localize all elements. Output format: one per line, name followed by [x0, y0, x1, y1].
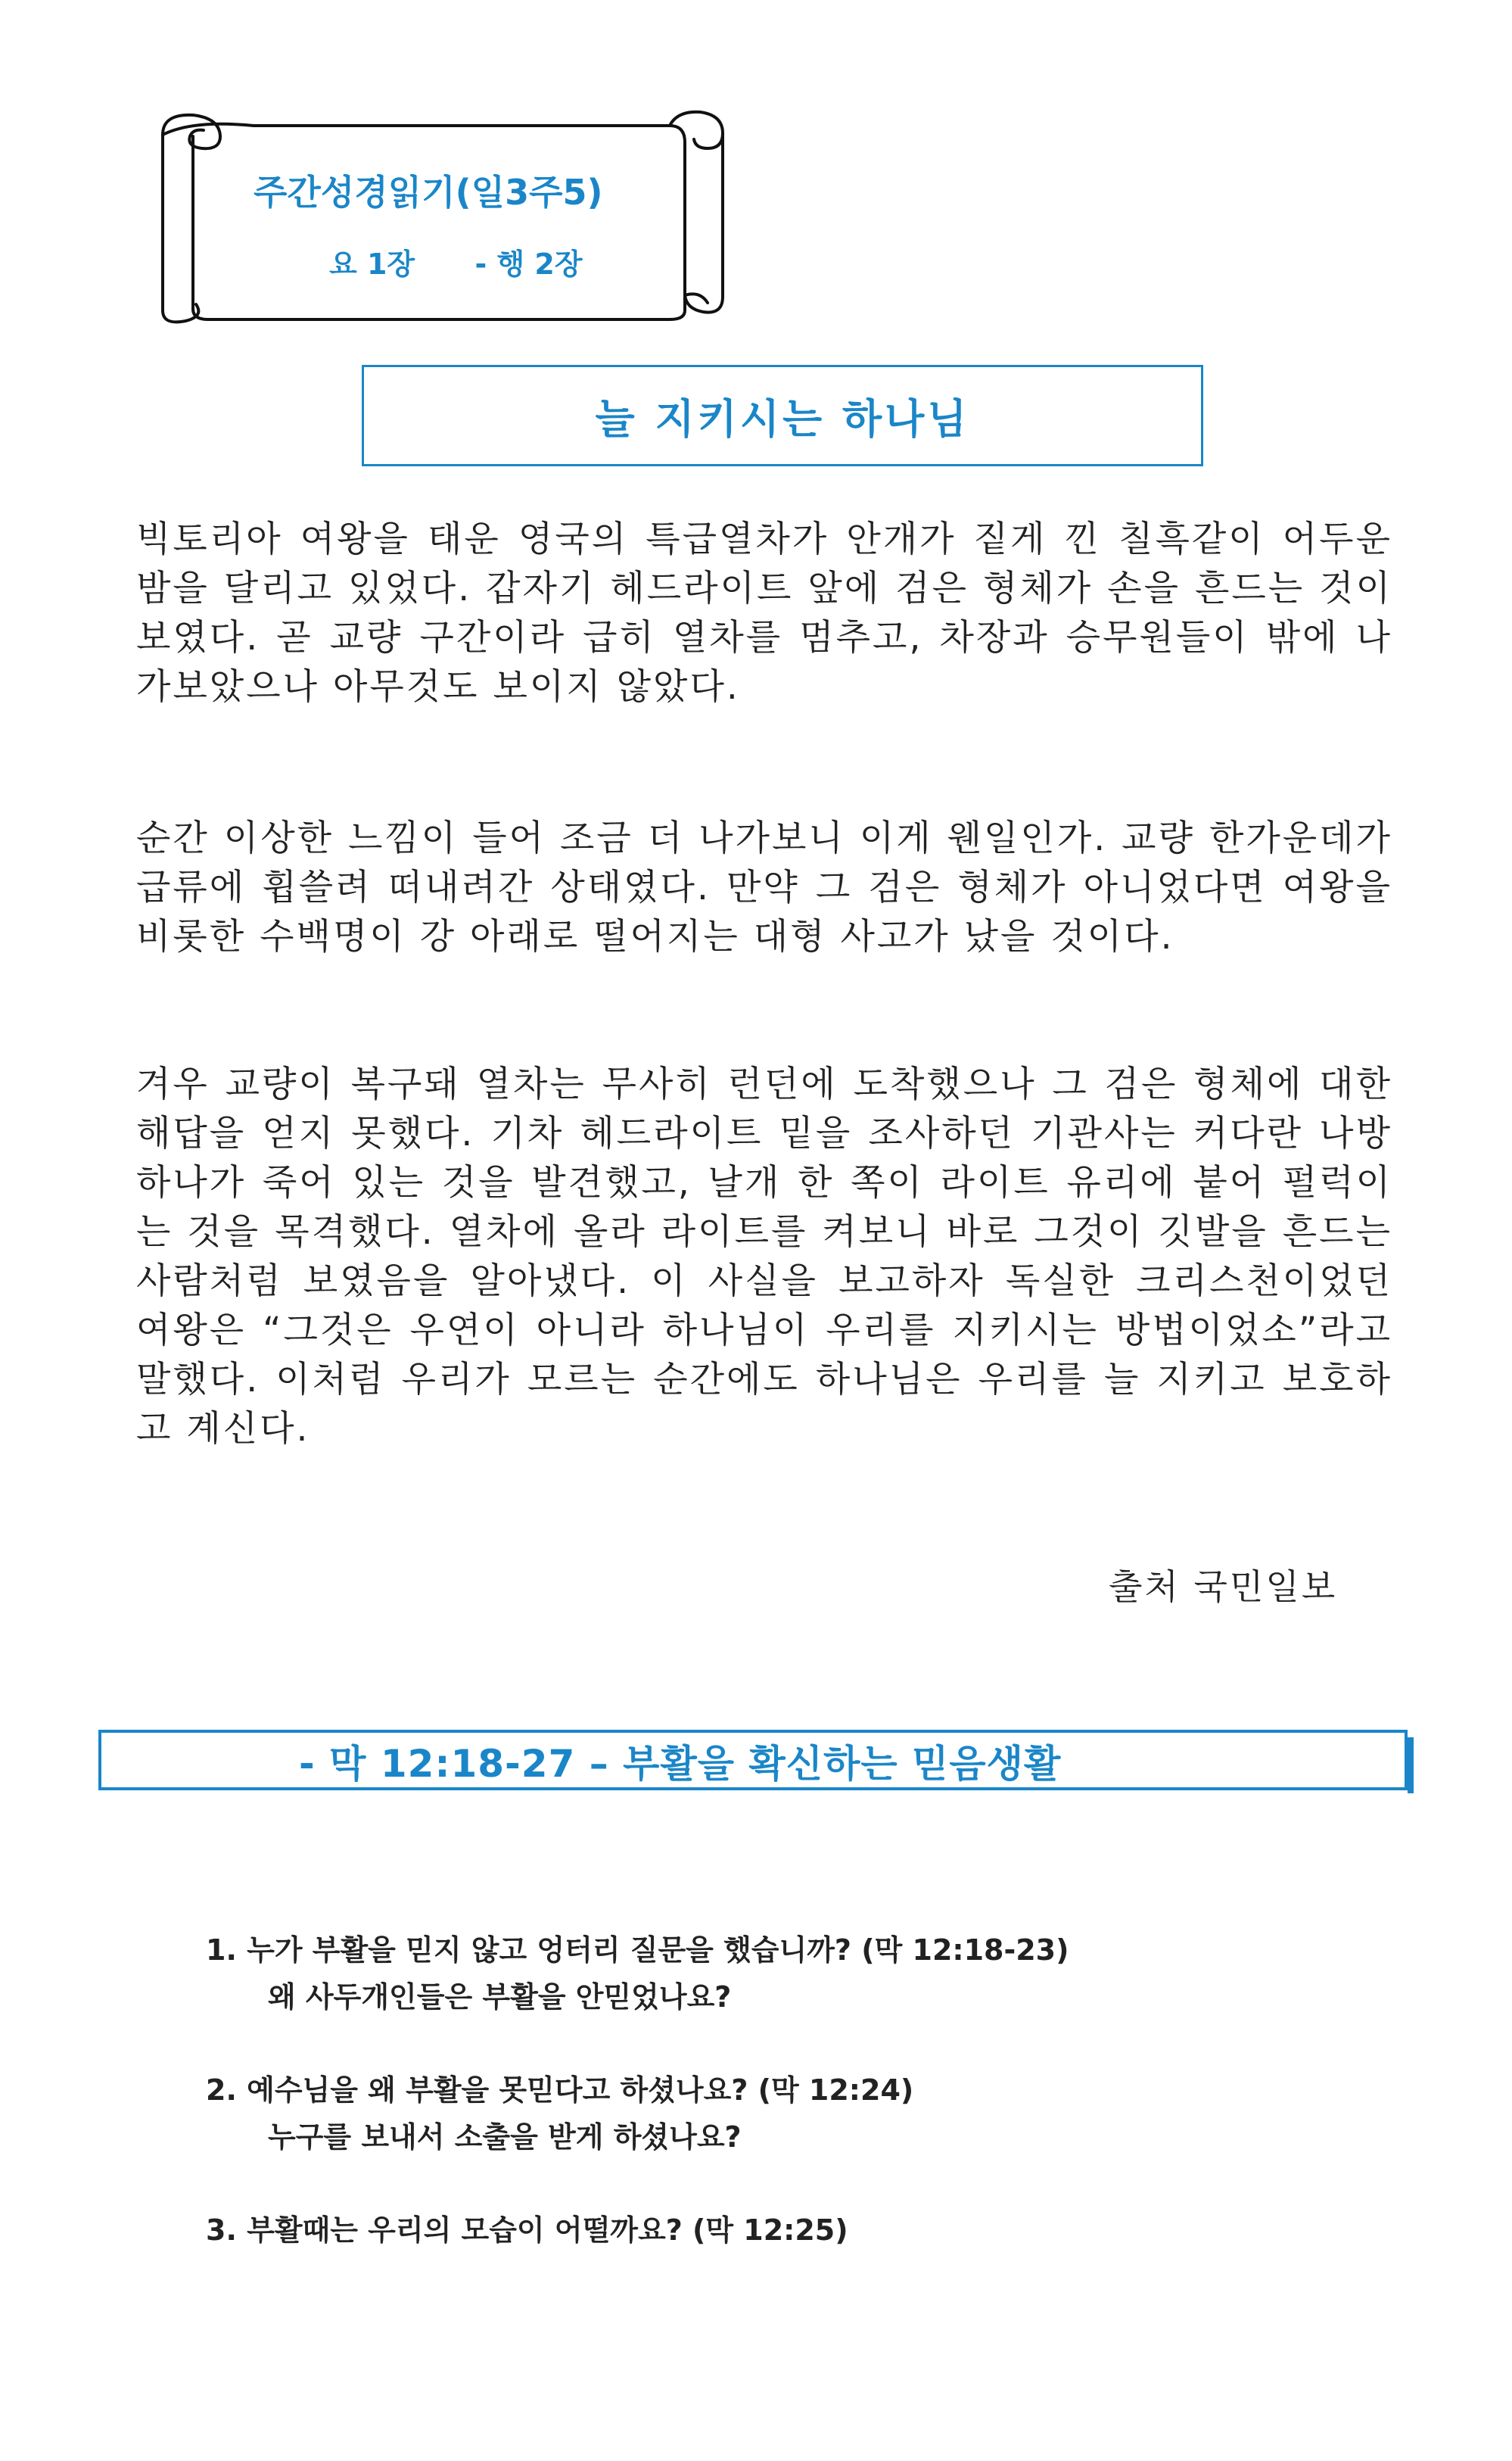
question-3 [206, 2207, 848, 2254]
weekly-reading-title: 주간성경읽기(일3주5) [254, 172, 603, 213]
question-text: 2. 예수님을 왜 부활을 못믿다고 하셨나요? (막 12:24) [206, 2073, 914, 2107]
question-text: 1. 누가 부활을 믿지 않고 엉터리 질문을 했습니까? (막 12:18-23) [206, 1933, 1069, 1967]
scroll-banner [148, 106, 745, 333]
main-title: 늘 지키시는 하나님 [595, 394, 970, 443]
question-text: 3. 부활때는 우리의 모습이 어떨까요? (막 12:25) [206, 2213, 848, 2247]
question-2 [206, 2067, 913, 2160]
question-subtext: 왜 사두개인들은 부활을 안믿었나요? [268, 1980, 732, 2014]
main-title-box [362, 365, 1203, 466]
question-1 [206, 1927, 1069, 2020]
passage-title: - 막 12:18-27 – 부활을 확신하는 믿음생활 [299, 1742, 1062, 1786]
source-credit: 출처 국민일보 [1109, 1566, 1338, 1607]
reading-range: 요 1장 - 행 2장 [329, 248, 583, 281]
story-paragraph: 순간 이상한 느낌이 들어 조금 더 나가보니 이게 웬일인가. 교량 한가운데가 급류에 휩쓸려 떠내려간 상태였다. 만약 그 검은 형체가 아니었다면 여왕을 비롯한 수백명이 강 아래로 떨어지는 대형 사고가 났을 것이다. [136, 818, 1392, 958]
story-paragraph: 빅토리아 여왕을 태운 영국의 특급열차가 안개가 짙게 낀 칠흑같이 어두운 밤을 달리고 있었다. 갑자기 헤드라이트 앞에 검은 형체가 손을 흔드는 것이 보였다. 곧 교량 구간이라 급히 열차를 멈추고, 차장과 승무원들이 밖에 나가보았으나 아무것도 보이지 않았다. [136, 519, 1392, 708]
question-subtext: 누구를 보내서 소출을 받게 하셨나요? [268, 2120, 742, 2154]
story-paragraph: 겨우 교량이 복구돼 열차는 무사히 런던에 도착했으나 그 검은 형체에 대한 해답을 얻지 못했다. 기차 헤드라이트 밑을 조사하던 기관사는 커다란 나방 하나가 죽어 있는 것을 발견했고, 날개 한 쪽이 라이트 유리에 붙어 펄럭이는 것을 목격했다. 열차에 올라 라이트를 켜보니 바로 그것이 깃발을 흔드는 사람처럼 보였음을 알아냈다. 이 사실을 보고하자 독실한 크리스천이었던 여왕은 “그것은 우연이 아니라 하나님이 우리를 지키시는 방법이었소”라고 말했다. 이처럼 우리가 모르는 순간에도 하나님은 우리를 늘 지키고 보호하고 계신다. [136, 1064, 1392, 1450]
